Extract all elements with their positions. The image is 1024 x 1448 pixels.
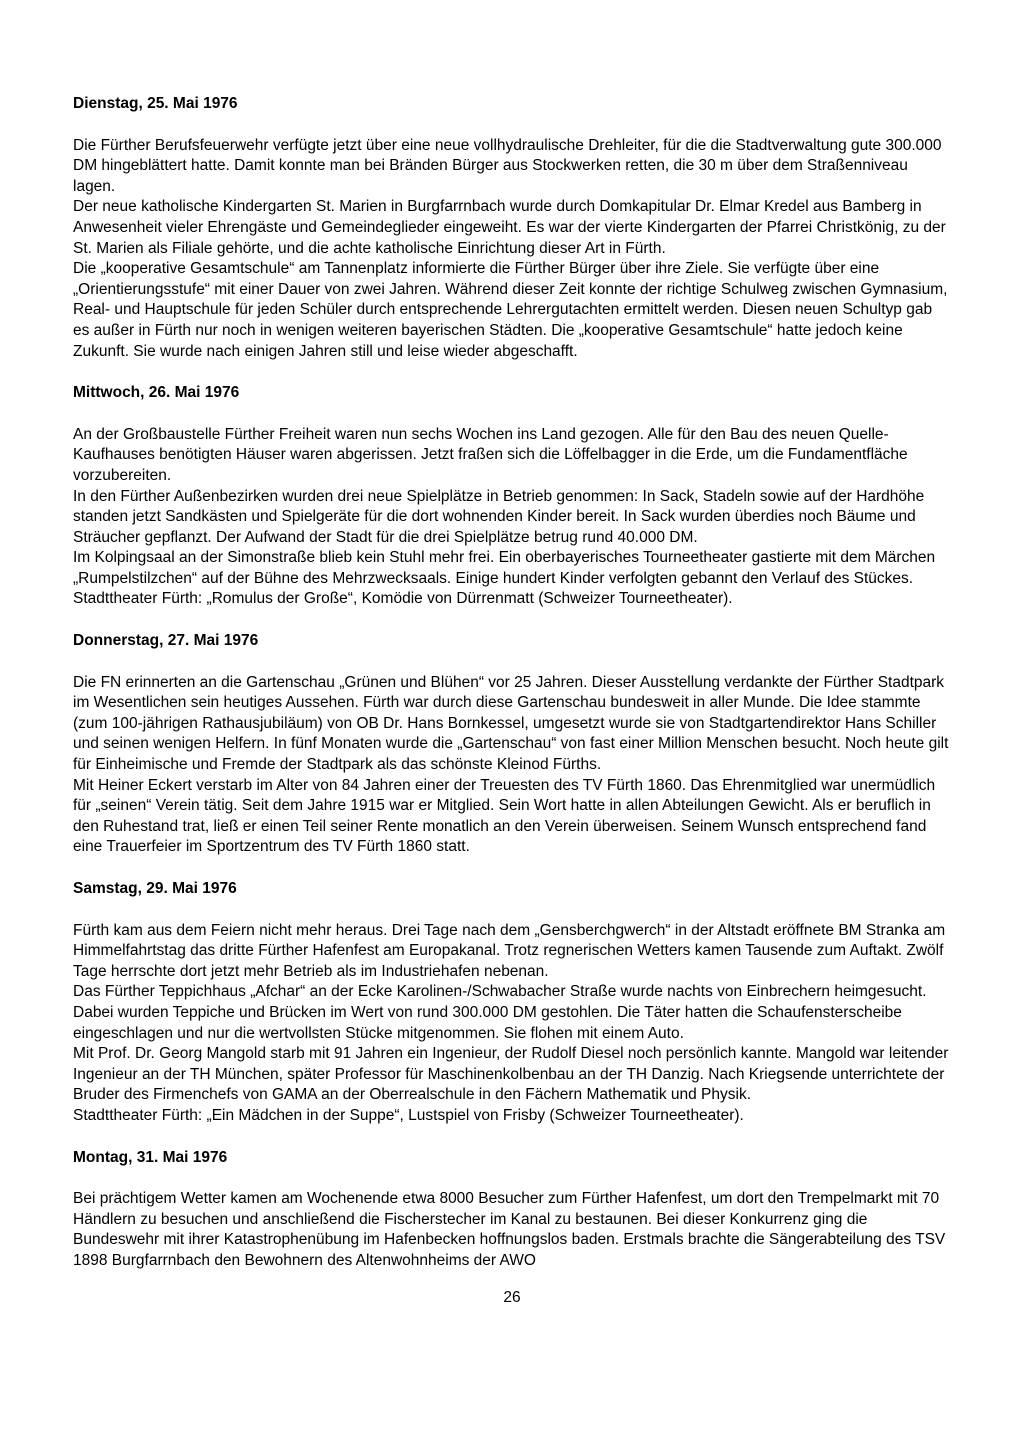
- date-heading: Samstag, 29. Mai 1976: [73, 880, 237, 897]
- paragraph: An der Großbaustelle Fürther Freiheit waren nun sechs Wochen ins Land gezogen. Alle für den Bau des neuen Quelle-Kaufhauses benötigten Häuser waren abgerissen. Jetzt fraßen sich die Löffelbagger in die Erde, um die Fundamentfläche vorzubereiten.: [73, 425, 908, 484]
- paragraph: Bei prächtigem Wetter kamen am Wochenende etwa 8000 Besucher zum Fürther Hafenfest, um dort den Trempelmarkt mit 70 Händlern zu besuchen und anschließend die Fischerstecher im Kanal zu bestaunen. Bei dieser Konkurrenz ging die Bundeswehr mit ihrer Katastrophenübung im Hafenbecken hoffnungslos baden. Erstmals brachte die Sängerabteilung des TSV 1898 Burgfarrnbach den Bewohnern des Altenwohnheims der AWO: [73, 1190, 946, 1269]
- paragraph: Im Kolpingsaal an der Simonstraße blieb kein Stuhl mehr frei. Ein oberbayerisches Tourneetheater gastierte mit dem Märchen „Rumpelstilzchen“ auf der Bühne des Mehrzwecksaals. Einige hundert Kinder verfolgten gebannt den Verlauf des Stückes.: [73, 549, 936, 587]
- section-body: [73, 136, 951, 363]
- paragraph: Die Fürther Berufsfeuerwehr verfügte jetzt über eine neue vollhydraulische Drehleiter, für die die Stadtverwaltung gute 300.000 DM hingeblättert hatte. Damit konnte man bei Bränden Bürger aus Stockwerken retten, die 30 m über dem Straßenniveau lagen.: [73, 136, 942, 195]
- section-tuesday-25-may: [73, 94, 951, 362]
- section-body: [73, 425, 951, 610]
- date-heading: Dienstag, 25. Mai 1976: [73, 95, 238, 112]
- paragraph: Die „kooperative Gesamtschule“ am Tannenplatz informierte die Fürther Bürger über ihre Ziele. Sie verfügte über eine „Orientierungsstufe“ mit einer Dauer von zwei Jahren. Während dieser Zeit konnte der richtige Schulweg zwischen Gymnasium, Real- und Hauptschule für jeden Schüler durch entsprechende Lehrergutachten ermittelt werden. Diesen neuen Schultyp gab es außer in Fürth nur noch in wenigen weiteren bayerischen Städten. Die „kooperative Gesamtschule“ hatte jedoch keine Zukunft. Sie wurde nach einigen Jahren still und leise wieder abgeschafft.: [73, 260, 948, 360]
- section-wednesday-26-may: [73, 383, 951, 610]
- paragraph: Die FN erinnerten an die Gartenschau „Grünen und Blühen“ vor 25 Jahren. Dieser Ausstellung verdankte der Fürther Stadtpark im Wesentlichen sein heutiges Aussehen. Fürth war durch diese Gartenschau bundesweit in aller Munde. Die Idee stammte (zum 100-jährigen Rathausjubiläum) von OB Dr. Hans Bornkessel, umgesetzt wurde sie von Stadtgartendirektor Hans Schiller und seinen wenigen Helfern. In fünf Monaten wurde die „Gartenschau“ von fast einer Million Menschen besucht. Noch heute gilt für Einheimische und Fremde der Stadtpark als das schönste Kleinod Fürths.: [73, 673, 949, 774]
- paragraph: In den Fürther Außenbezirken wurden drei neue Spielplätze in Betrieb genommen: In Sack, Stadeln sowie auf der Hardhöhe standen jetzt Sandkästen und Spielgeräte für die dort wohnenden Kinder bereit. In Sack wurden überdies noch Bäume und Sträucher gepflanzt. Der Aufwand der Stadt für die drei Spielplätze betrug rund 40.000 DM.: [73, 487, 925, 546]
- section-body: [73, 673, 951, 858]
- date-heading: Donnerstag, 27. Mai 1976: [73, 632, 259, 650]
- paragraph: Fürth kam aus dem Feiern nicht mehr heraus. Drei Tage nach dem „Gensberchgwerch“ in der Altstadt eröffnete BM Stranka am Himmelfahrtstag das dritte Fürther Hafenfest am Europakanal. Trotz regnerischen Wetters kamen Tausende zum Auftakt. Zwölf Tage herrschte dort jetzt mehr Betrieb als im Industriehafen nebenan.: [73, 921, 946, 980]
- section-body: [73, 921, 951, 1127]
- section-monday-31-may: [73, 1148, 951, 1272]
- page-number: 26: [503, 1288, 521, 1306]
- section-thursday-27-may: [73, 631, 951, 858]
- section-saturday-29-may: [73, 879, 951, 1127]
- paragraph: Stadttheater Fürth: „Romulus der Große“, Komödie von Dürrenmatt (Schweizer Tourneetheater).: [73, 590, 733, 608]
- date-heading: Montag, 31. Mai 1976: [73, 1148, 228, 1166]
- paragraph: Das Fürther Teppichhaus „Afchar“ an der Ecke Karolinen-/Schwabacher Straße wurde nachts von Einbrechern heimgesucht. Dabei wurden Teppiche und Brücken im Wert von rund 300.000 DM gestohlen. Die Täter hatten die Schaufensterscheibe eingeschlagen und nur die wertvollsten Stücke mitgenommen. Sie flohen mit einem Auto.: [73, 983, 927, 1042]
- section-body: [73, 1189, 951, 1271]
- paragraph: Der neue katholische Kindergarten St. Marien in Burgfarrnbach wurde durch Domkapitular Dr. Elmar Kredel aus Bamberg in Anwesenheit vieler Ehrengäste und Gemeindeglieder eingeweiht. Es war der vierte Kindergarten der Pfarrei Christkönig, zu der St. Marien als Filiale gehörte, und die achte katholische Einrichtung dieser Art in Fürth.: [73, 198, 946, 257]
- paragraph: Stadttheater Fürth: „Ein Mädchen in der Suppe“, Lustspiel von Frisby (Schweizer Tourneetheater).: [73, 1106, 744, 1124]
- paragraph: Mit Heiner Eckert verstarb im Alter von 84 Jahren einer der Treuesten des TV Fürth 1860. Das Ehrenmitglied war unermüdlich für „seinen“ Verein tätig. Seit dem Jahre 1915 war er Mitglied. Sein Wort hatte in allen Abteilungen Gewicht. Als er beruflich in den Ruhestand trat, ließ er einen Teil seiner Rente monatlich an den Verein überweisen. Seinem Wunsch entsprechend fand eine Trauerfeier im Sportzentrum des TV Fürth 1860 statt.: [73, 776, 936, 856]
- paragraph: Mit Prof. Dr. Georg Mangold starb mit 91 Jahren ein Ingenieur, der Rudolf Diesel noch persönlich kannte. Mangold war leitender Ingenieur an der TH München, später Professor für Maschinenkolbenbau an der TH Danzig. Nach Kriegsende unterrichtete der Bruder des Firmenchefs von GAMA an der Oberrealschule in den Fächern Mathematik und Physik.: [73, 1045, 949, 1104]
- date-heading: Mittwoch, 26. Mai 1976: [73, 384, 240, 402]
